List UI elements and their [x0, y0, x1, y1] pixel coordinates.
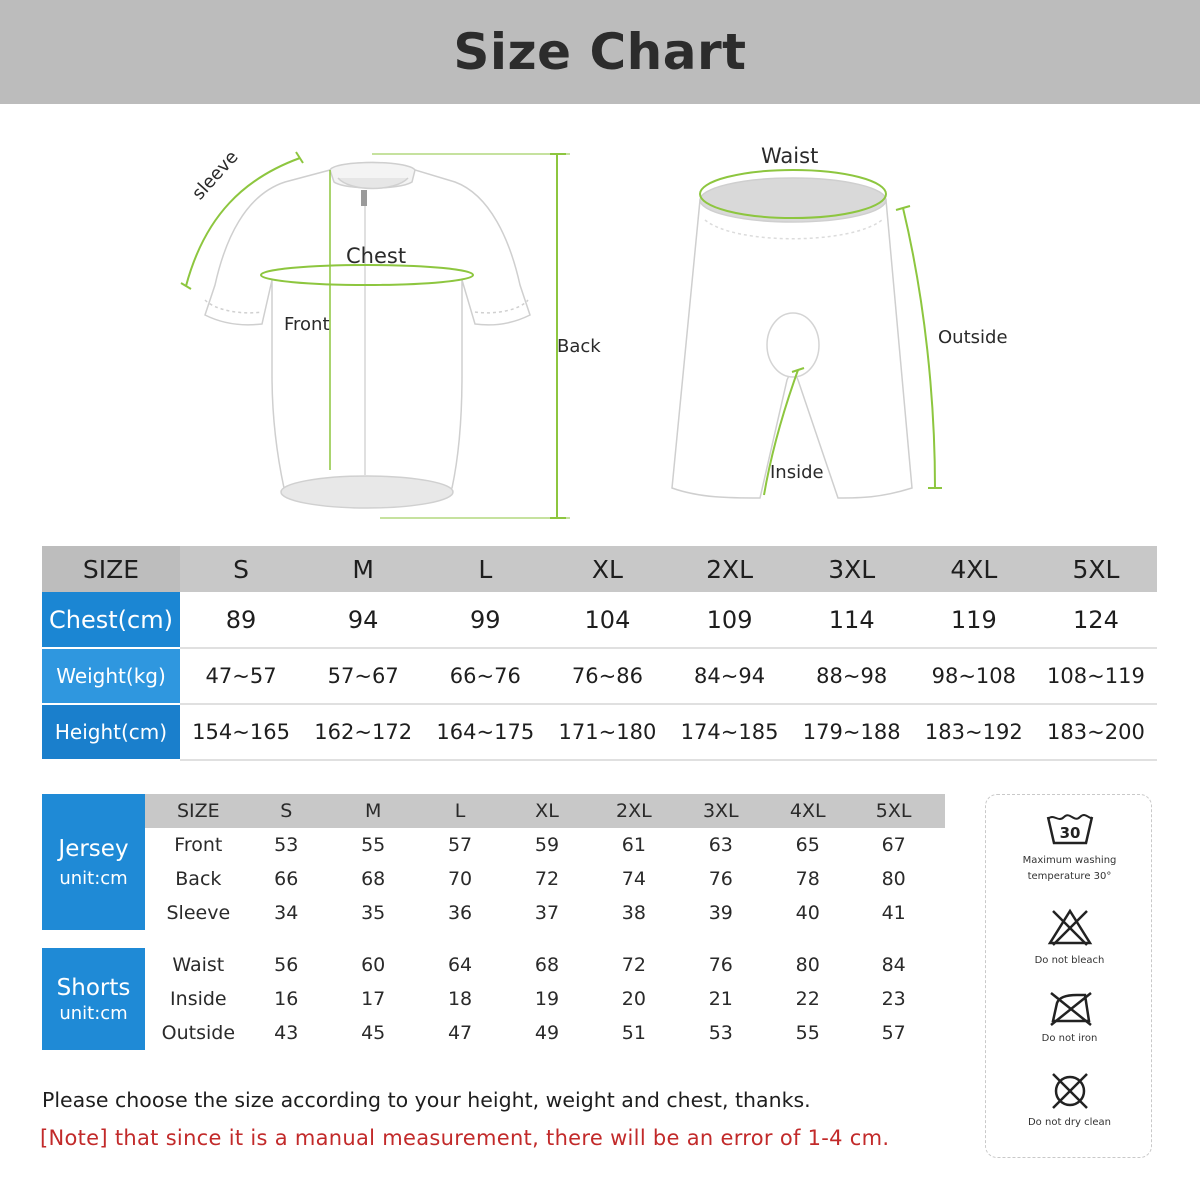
detail-row-front — [145, 828, 945, 862]
detail-cell: 72 — [534, 868, 560, 890]
waist-label: Waist — [761, 144, 819, 168]
detail-cell: 49 — [534, 1022, 560, 1044]
jersey-illustration — [205, 163, 530, 509]
detail-cell: 78 — [795, 868, 820, 890]
table-cell: 109 — [706, 605, 753, 634]
detail-row-back — [145, 862, 945, 896]
care-wash — [986, 811, 1153, 885]
row-label: Chest(cm) — [42, 592, 180, 648]
detail-row-label: Inside — [170, 988, 227, 1010]
detail-cell: 66 — [274, 868, 299, 890]
detail-cell: 80 — [881, 868, 906, 890]
shorts-block-label — [42, 948, 145, 1050]
detail-row-label: Waist — [172, 954, 225, 976]
wash-text-2: temperature 30° — [1027, 871, 1112, 882]
detail-header-cell: 2XL — [616, 800, 652, 822]
detail-cell: 76 — [708, 954, 733, 976]
wash-30-icon — [1044, 811, 1096, 847]
table-cell: 76~86 — [571, 664, 643, 688]
size-header-cell: 3XL — [791, 546, 913, 592]
size-header-cell: 5XL — [1035, 546, 1157, 592]
detail-table-header — [145, 794, 945, 828]
detail-row-label: Sleeve — [166, 902, 231, 924]
table-row-chest — [42, 592, 1157, 648]
detail-cell: 72 — [621, 954, 646, 976]
detail-cell: 64 — [447, 954, 473, 976]
detail-cell: 59 — [534, 834, 560, 856]
table-cell: 47~57 — [205, 664, 277, 688]
detail-cell: 68 — [361, 868, 386, 890]
detail-cell: 51 — [621, 1022, 646, 1044]
no-iron-text: Do not iron — [1041, 1033, 1098, 1044]
jersey-block-label — [42, 794, 145, 930]
detail-cell: 39 — [708, 902, 733, 924]
table-cell: 98~108 — [931, 664, 1017, 688]
detail-cell: 84 — [881, 954, 906, 976]
detail-cell: 22 — [795, 988, 820, 1010]
table-cell: 119 — [950, 605, 997, 634]
table-cell: 162~172 — [314, 720, 413, 744]
jersey-unit: unit:cm — [59, 867, 128, 889]
size-header-cell: M — [302, 546, 424, 592]
header-bar — [0, 0, 1200, 104]
care-no-iron — [986, 989, 1153, 1047]
detail-cell: 20 — [621, 988, 646, 1010]
detail-header-cell: 3XL — [702, 800, 739, 822]
care-no-dry-clean — [986, 1071, 1153, 1131]
table-cell: 108~119 — [1047, 664, 1145, 688]
wash-text-1: Maximum washing — [1022, 855, 1117, 866]
wash-temperature-number: 30 — [1059, 824, 1080, 842]
detail-header-cell: M — [364, 800, 382, 822]
shorts-title: Shorts — [56, 974, 131, 1001]
detail-header-cell: 4XL — [789, 800, 826, 822]
detail-row-label: Front — [174, 834, 223, 856]
detail-cell: 55 — [361, 834, 386, 856]
row-label: Weight(kg) — [42, 648, 180, 704]
detail-row-outside — [145, 1016, 945, 1050]
detail-cell: 16 — [274, 988, 299, 1010]
detail-cell: 41 — [881, 902, 906, 924]
detail-cell: 67 — [881, 834, 906, 856]
table-cell: 99 — [470, 605, 501, 634]
measurement-error-note: [Note] that since it is a manual measurement, there will be an error of 1-4 cm. — [40, 1126, 890, 1150]
detail-header-corner: SIZE — [176, 800, 220, 822]
detail-cell: 19 — [534, 988, 560, 1010]
detail-cell: 17 — [361, 988, 386, 1010]
table-cell: 183~192 — [924, 720, 1023, 744]
detail-cell: 38 — [621, 902, 646, 924]
detail-cell: 57 — [447, 834, 473, 856]
detail-cell: 40 — [795, 902, 820, 924]
size-header-cell: S — [180, 546, 302, 592]
detail-cell: 70 — [447, 868, 473, 890]
detail-cell: 76 — [708, 868, 733, 890]
table-cell: 183~200 — [1047, 720, 1145, 744]
detail-cell: 63 — [708, 834, 733, 856]
detail-cell: 21 — [708, 988, 733, 1010]
table-cell: 171~180 — [558, 720, 657, 744]
table-cell: 164~175 — [436, 720, 535, 744]
table-cell: 88~98 — [816, 664, 888, 688]
table-cell: 57~67 — [327, 664, 399, 688]
table-cell: 124 — [1073, 605, 1119, 634]
back-label: Back — [557, 336, 601, 357]
detail-cell: 56 — [274, 954, 299, 976]
no-iron-icon — [1047, 989, 1093, 1027]
table-cell: 154~165 — [192, 720, 290, 744]
table-cell: 84~94 — [694, 664, 766, 688]
detail-cell: 57 — [881, 1022, 906, 1044]
table-cell: 89 — [225, 605, 257, 634]
detail-cell: 37 — [534, 902, 560, 924]
chest-label: Chest — [346, 244, 407, 268]
detail-header-cell: S — [280, 800, 293, 822]
size-advice-note: Please choose the size according to your height, weight and chest, thanks. — [42, 1088, 811, 1112]
table-row-weight — [42, 648, 1157, 704]
detail-row-waist — [145, 948, 945, 982]
outside-label: Outside — [938, 327, 1008, 348]
size-header-cell: XL — [546, 546, 668, 592]
detail-row-sleeve — [145, 896, 945, 930]
detail-cell: 74 — [621, 868, 646, 890]
inside-label: Inside — [770, 462, 824, 483]
detail-cell: 34 — [274, 902, 299, 924]
shorts-unit: unit:cm — [59, 1002, 128, 1024]
detail-cell: 43 — [274, 1022, 299, 1044]
no-dry-clean-text: Do not dry clean — [1027, 1117, 1111, 1128]
table-cell: 66~76 — [449, 664, 521, 688]
care-instructions-panel — [985, 794, 1152, 1158]
detail-cell: 55 — [795, 1022, 820, 1044]
table-cell: 94 — [347, 605, 379, 634]
detail-cell: 53 — [274, 834, 299, 856]
detail-header-cell: 5XL — [875, 800, 912, 822]
front-label: Front — [284, 314, 330, 335]
size-table-header — [42, 546, 1157, 592]
detail-cell: 53 — [708, 1022, 733, 1044]
detail-row-label: Outside — [161, 1022, 236, 1044]
no-bleach-text: Do not bleach — [1034, 955, 1105, 966]
detail-cell: 60 — [361, 954, 386, 976]
size-table — [42, 546, 1157, 761]
no-bleach-icon — [1047, 907, 1093, 947]
detail-cell: 80 — [795, 954, 820, 976]
detail-row-inside — [145, 982, 945, 1016]
row-label: Height(cm) — [42, 704, 180, 760]
detail-cell: 45 — [361, 1022, 386, 1044]
table-cell: 174~185 — [680, 720, 779, 744]
detail-header-cell: L — [454, 800, 466, 822]
table-cell: 179~188 — [802, 720, 901, 744]
detail-cell: 61 — [621, 834, 646, 856]
size-header-cell: L — [424, 546, 546, 592]
detail-cell: 65 — [795, 834, 820, 856]
shorts-illustration — [672, 178, 912, 498]
care-no-bleach — [986, 907, 1153, 969]
table-cell: 114 — [828, 605, 875, 634]
garment-illustration — [0, 120, 1200, 540]
jersey-title: Jersey — [58, 835, 129, 862]
page-title: Size Chart — [453, 23, 747, 81]
sleeve-label: sleeve — [188, 146, 243, 205]
detail-cell: 68 — [534, 954, 560, 976]
detail-cell: 18 — [447, 988, 473, 1010]
size-header-cell: 4XL — [913, 546, 1035, 592]
size-header-corner: SIZE — [42, 546, 180, 592]
detail-row-label: Back — [175, 868, 222, 890]
detail-header-cell: XL — [535, 800, 559, 822]
table-row-height — [42, 704, 1157, 760]
detail-cell: 36 — [447, 902, 473, 924]
size-header-cell: 2XL — [669, 546, 791, 592]
table-cell: 104 — [584, 605, 631, 634]
garment-diagram — [0, 120, 1200, 540]
detail-cell: 35 — [361, 902, 386, 924]
detail-cell: 47 — [447, 1022, 473, 1044]
no-dry-clean-icon — [1047, 1071, 1093, 1111]
detail-cell: 23 — [881, 988, 906, 1010]
